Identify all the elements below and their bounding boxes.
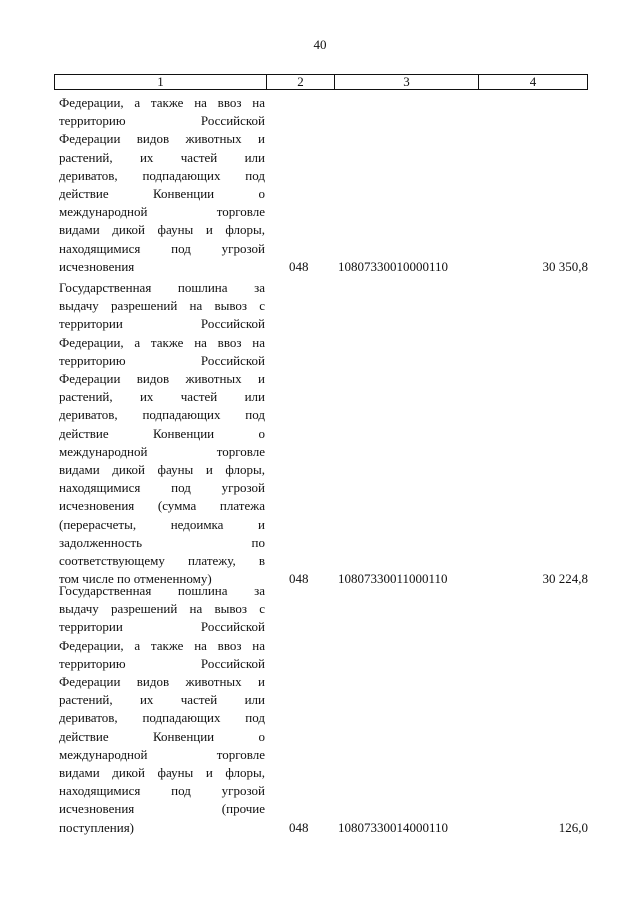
- row-description: Государственная пошлина за выдачу разрешений на вывоз с территории Российской Федерации, а также на ввоз на территорию Российской Федерации видов животных и растений, их частей или дериватов, подпадающих под действие Конвенции о международной торговле видами дикой фауны и флоры, находящимися под угрозой исчезновения (сумма платежа (перерасчеты, недоимка и задолженность по соответствующему платежу, в: [59, 280, 265, 569]
- row-admin-code: 048: [289, 258, 309, 274]
- row-kbk-code: 10807330011000110: [338, 571, 448, 587]
- row-description: Федерации, а также на ввоз на территорию Российской Федерации видов животных и растений, их частей или дериватов, подпадающих под действие Конвенции о международной торговле видами дикой фауны и флоры, находящимися под угрозой: [59, 95, 265, 256]
- table-header: [54, 74, 588, 90]
- table-row: [54, 279, 588, 588]
- row-description-last-line: том числе по отмененному): [59, 571, 212, 587]
- table-row: [54, 94, 588, 276]
- row-amount: 126,0: [558, 819, 588, 835]
- row-description: Государственная пошлина за выдачу разрешений на вывоз с территории Российской Федерации, а также на ввоз на территорию Российской Федерации видов животных и растений, их частей или дериватов, подпадающих под действие Конвенции о международной торговле видами дикой фауны и флоры, находящимися под угрозой исчезновения (прочие: [59, 583, 265, 817]
- column-header-2: 2: [267, 75, 335, 89]
- row-description-last-line: поступления): [59, 819, 134, 835]
- row-kbk-code: 10807330010000110: [338, 258, 449, 274]
- row-admin-code: 048: [289, 571, 309, 587]
- column-header-1: 1: [55, 75, 267, 89]
- row-description-last-line: исчезновения: [59, 258, 135, 274]
- table-row: [54, 582, 588, 837]
- row-amount: 30 224,8: [542, 571, 588, 587]
- row-admin-code: 048: [289, 819, 309, 835]
- page-number: 40: [313, 37, 327, 52]
- column-header-3: 3: [335, 75, 479, 89]
- row-amount: 30 350,8: [542, 258, 588, 274]
- column-header-4: 4: [529, 74, 537, 89]
- row-kbk-code: 10807330014000110: [338, 819, 449, 835]
